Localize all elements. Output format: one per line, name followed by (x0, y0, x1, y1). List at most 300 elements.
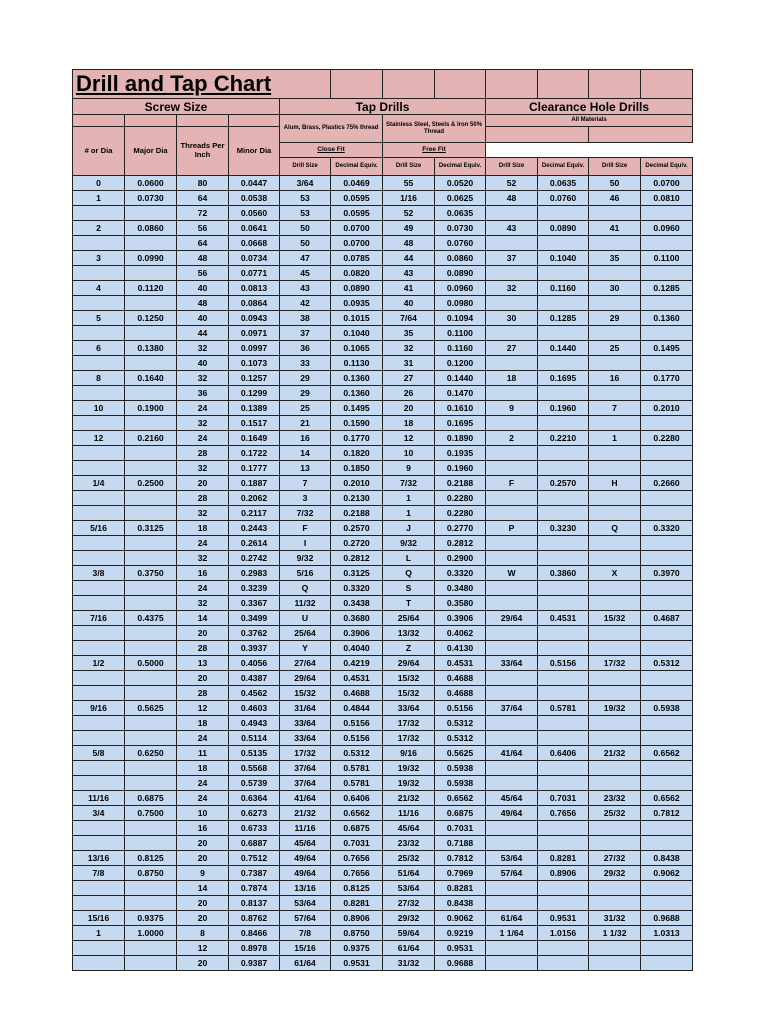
cell-free-fit-drill-size (589, 326, 641, 341)
cell-tap-steel-drill-size: 40 (383, 296, 435, 311)
cell-tap-alum-drill-size: 21/32 (280, 806, 331, 821)
cell-tap-alum-drill-size: 37/64 (280, 776, 331, 791)
cell-num-or-dia: 3 (73, 251, 125, 266)
cell-tap-alum-decimal: 0.5312 (331, 746, 383, 761)
table-row (73, 266, 693, 281)
cell-free-fit-drill-size: 31/32 (589, 911, 641, 926)
cell-free-fit-drill-size: 46 (589, 191, 641, 206)
cell-tap-alum-decimal: 0.5156 (331, 716, 383, 731)
cell-close-fit-decimal (538, 386, 589, 401)
cell-threads-per-inch: 80 (177, 176, 229, 191)
cell-free-fit-drill-size: 41 (589, 221, 641, 236)
cell-minor-dia: 0.0997 (229, 341, 280, 356)
cell-threads-per-inch: 32 (177, 506, 229, 521)
col-header-decimal-equiv: Decimal Equiv. (641, 158, 693, 176)
cell-minor-dia: 0.0813 (229, 281, 280, 296)
cell-close-fit-drill-size (486, 821, 538, 836)
cell-tap-steel-decimal: 0.0730 (435, 221, 486, 236)
table-row (73, 941, 693, 956)
cell-threads-per-inch: 24 (177, 536, 229, 551)
cell-num-or-dia (73, 716, 125, 731)
cell-minor-dia: 0.1722 (229, 446, 280, 461)
cell-threads-per-inch: 8 (177, 926, 229, 941)
cell-major-dia (125, 956, 177, 971)
cell-free-fit-decimal: 0.6562 (641, 746, 693, 761)
cell-free-fit-decimal (641, 326, 693, 341)
cell-tap-alum-drill-size: 16 (280, 431, 331, 446)
cell-free-fit-decimal: 0.5938 (641, 701, 693, 716)
cell-close-fit-decimal (538, 551, 589, 566)
cell-tap-steel-drill-size: 15/32 (383, 671, 435, 686)
cell-free-fit-drill-size: 30 (589, 281, 641, 296)
cell-close-fit-drill-size (486, 896, 538, 911)
cell-threads-per-inch: 56 (177, 221, 229, 236)
cell-major-dia (125, 356, 177, 371)
cell-threads-per-inch: 12 (177, 941, 229, 956)
cell-free-fit-decimal: 0.2280 (641, 431, 693, 446)
cell-minor-dia: 0.3367 (229, 596, 280, 611)
cell-threads-per-inch: 16 (177, 821, 229, 836)
cell-num-or-dia (73, 821, 125, 836)
cell-close-fit-drill-size (486, 206, 538, 221)
cell-free-fit-decimal: 0.7812 (641, 806, 693, 821)
cell-threads-per-inch: 32 (177, 461, 229, 476)
cell-threads-per-inch: 32 (177, 341, 229, 356)
cell-threads-per-inch: 20 (177, 911, 229, 926)
cell-tap-steel-decimal: 0.3320 (435, 566, 486, 581)
cell-close-fit-decimal: 0.6406 (538, 746, 589, 761)
cell-tap-steel-decimal: 0.7188 (435, 836, 486, 851)
cell-major-dia (125, 641, 177, 656)
cell-major-dia: 0.6875 (125, 791, 177, 806)
cell-free-fit-decimal: 0.9688 (641, 911, 693, 926)
cell-tap-alum-decimal: 0.3320 (331, 581, 383, 596)
chart-title: Drill and Tap Chart (73, 70, 331, 99)
cell-tap-steel-drill-size: 48 (383, 236, 435, 251)
cell-free-fit-decimal (641, 581, 693, 596)
cell-free-fit-drill-size (589, 596, 641, 611)
cell-tap-alum-drill-size: 13/16 (280, 881, 331, 896)
table-row (73, 611, 693, 626)
col-header-drill-size: Drill Size (589, 158, 641, 176)
cell-free-fit-drill-size (589, 881, 641, 896)
cell-free-fit-drill-size (589, 731, 641, 746)
cell-tap-alum-decimal: 0.1360 (331, 371, 383, 386)
cell-num-or-dia (73, 626, 125, 641)
cell-tap-alum-drill-size: 45/64 (280, 836, 331, 851)
cell-close-fit-drill-size (486, 716, 538, 731)
cell-num-or-dia (73, 206, 125, 221)
cell-major-dia: 0.5625 (125, 701, 177, 716)
cell-free-fit-decimal (641, 416, 693, 431)
cell-num-or-dia (73, 641, 125, 656)
cell-free-fit-drill-size: 17/32 (589, 656, 641, 671)
cell-free-fit-decimal: 0.0960 (641, 221, 693, 236)
cell-tap-alum-drill-size: 21 (280, 416, 331, 431)
cell-num-or-dia: 1/4 (73, 476, 125, 491)
table-row (73, 326, 693, 341)
cell-close-fit-decimal (538, 581, 589, 596)
table-row (73, 731, 693, 746)
cell-free-fit-decimal: 0.1100 (641, 251, 693, 266)
empty-cell (589, 127, 693, 143)
cell-close-fit-drill-size: 27 (486, 341, 538, 356)
cell-tap-steel-decimal: 0.2280 (435, 506, 486, 521)
cell-tap-alum-decimal: 0.1040 (331, 326, 383, 341)
table-row (73, 926, 693, 941)
col-header-minor-dia: Minor Dia (229, 127, 280, 176)
table-row (73, 581, 693, 596)
cell-close-fit-drill-size (486, 641, 538, 656)
cell-minor-dia: 0.6364 (229, 791, 280, 806)
table-row (73, 656, 693, 671)
cell-free-fit-drill-size (589, 776, 641, 791)
cell-tap-steel-decimal: 0.1610 (435, 401, 486, 416)
empty-cell (589, 70, 641, 99)
table-row (73, 221, 693, 236)
cell-minor-dia: 0.0864 (229, 296, 280, 311)
cell-close-fit-decimal (538, 416, 589, 431)
cell-tap-alum-decimal: 0.8125 (331, 881, 383, 896)
cell-major-dia: 0.7500 (125, 806, 177, 821)
cell-minor-dia: 0.6733 (229, 821, 280, 836)
cell-free-fit-drill-size (589, 491, 641, 506)
cell-minor-dia: 0.2062 (229, 491, 280, 506)
cell-tap-steel-drill-size: 59/64 (383, 926, 435, 941)
cell-num-or-dia: 7/8 (73, 866, 125, 881)
cell-major-dia (125, 416, 177, 431)
cell-num-or-dia (73, 776, 125, 791)
table-row (73, 431, 693, 446)
table-row (73, 401, 693, 416)
cell-tap-alum-drill-size: 31/64 (280, 701, 331, 716)
cell-close-fit-decimal (538, 536, 589, 551)
cell-threads-per-inch: 10 (177, 806, 229, 821)
cell-tap-steel-decimal: 0.6875 (435, 806, 486, 821)
table-row (73, 461, 693, 476)
cell-major-dia: 0.4375 (125, 611, 177, 626)
cell-num-or-dia: 1 (73, 191, 125, 206)
cell-tap-alum-drill-size: 3 (280, 491, 331, 506)
cell-minor-dia: 0.0560 (229, 206, 280, 221)
cell-close-fit-decimal (538, 641, 589, 656)
cell-close-fit-drill-size (486, 326, 538, 341)
cell-close-fit-decimal (538, 626, 589, 641)
cell-tap-steel-drill-size: 21/32 (383, 791, 435, 806)
cell-minor-dia: 0.2742 (229, 551, 280, 566)
cell-tap-steel-drill-size: 25/64 (383, 611, 435, 626)
cell-close-fit-decimal (538, 296, 589, 311)
cell-tap-alum-decimal: 0.2720 (331, 536, 383, 551)
cell-tap-steel-drill-size: 13/32 (383, 626, 435, 641)
table-row (73, 356, 693, 371)
cell-free-fit-decimal (641, 881, 693, 896)
cell-tap-steel-drill-size: 9 (383, 461, 435, 476)
cell-free-fit-drill-size: 50 (589, 176, 641, 191)
cell-free-fit-decimal: 0.2660 (641, 476, 693, 491)
cell-tap-alum-drill-size: 27/64 (280, 656, 331, 671)
cell-num-or-dia (73, 686, 125, 701)
cell-close-fit-decimal: 0.8906 (538, 866, 589, 881)
cell-tap-alum-decimal: 0.0890 (331, 281, 383, 296)
cell-threads-per-inch: 14 (177, 611, 229, 626)
cell-free-fit-decimal: 0.1285 (641, 281, 693, 296)
subgroup-all-materials: All Materials (486, 115, 693, 127)
cell-tap-steel-decimal: 0.5938 (435, 761, 486, 776)
cell-threads-per-inch: 28 (177, 686, 229, 701)
cell-threads-per-inch: 16 (177, 566, 229, 581)
cell-tap-alum-decimal: 0.5781 (331, 776, 383, 791)
cell-free-fit-decimal (641, 461, 693, 476)
cell-num-or-dia: 7/16 (73, 611, 125, 626)
cell-tap-alum-drill-size: 37/64 (280, 761, 331, 776)
table-row (73, 596, 693, 611)
cell-threads-per-inch: 44 (177, 326, 229, 341)
cell-tap-alum-drill-size: 36 (280, 341, 331, 356)
cell-close-fit-decimal: 0.0635 (538, 176, 589, 191)
cell-major-dia: 0.8125 (125, 851, 177, 866)
cell-free-fit-decimal (641, 446, 693, 461)
cell-threads-per-inch: 24 (177, 581, 229, 596)
cell-close-fit-drill-size: 37/64 (486, 701, 538, 716)
cell-minor-dia: 0.0538 (229, 191, 280, 206)
cell-free-fit-decimal: 0.3970 (641, 566, 693, 581)
subgroup-free-fit: Free Fit (383, 143, 486, 158)
cell-close-fit-decimal (538, 776, 589, 791)
cell-close-fit-decimal (538, 446, 589, 461)
cell-threads-per-inch: 40 (177, 311, 229, 326)
cell-threads-per-inch: 72 (177, 206, 229, 221)
cell-major-dia (125, 206, 177, 221)
table-row (73, 446, 693, 461)
cell-tap-steel-decimal: 0.1960 (435, 461, 486, 476)
cell-free-fit-drill-size: 25 (589, 341, 641, 356)
cell-tap-steel-decimal: 0.0980 (435, 296, 486, 311)
cell-close-fit-decimal: 0.9531 (538, 911, 589, 926)
cell-free-fit-decimal (641, 536, 693, 551)
cell-num-or-dia: 1 (73, 926, 125, 941)
cell-num-or-dia (73, 356, 125, 371)
cell-free-fit-drill-size: 15/32 (589, 611, 641, 626)
cell-free-fit-drill-size: 35 (589, 251, 641, 266)
cell-tap-steel-decimal: 0.2188 (435, 476, 486, 491)
cell-minor-dia: 0.0971 (229, 326, 280, 341)
cell-free-fit-decimal: 0.1495 (641, 341, 693, 356)
cell-tap-alum-decimal: 0.1590 (331, 416, 383, 431)
empty-cell (73, 115, 125, 127)
cell-num-or-dia: 5/16 (73, 521, 125, 536)
cell-close-fit-drill-size (486, 596, 538, 611)
cell-free-fit-decimal: 0.6562 (641, 791, 693, 806)
cell-num-or-dia (73, 326, 125, 341)
cell-close-fit-decimal: 0.5156 (538, 656, 589, 671)
cell-tap-alum-drill-size: 13 (280, 461, 331, 476)
cell-close-fit-drill-size: 49/64 (486, 806, 538, 821)
cell-close-fit-decimal (538, 236, 589, 251)
cell-close-fit-drill-size (486, 776, 538, 791)
cell-tap-steel-drill-size: 61/64 (383, 941, 435, 956)
cell-num-or-dia (73, 416, 125, 431)
empty-cell (538, 70, 589, 99)
cell-num-or-dia: 12 (73, 431, 125, 446)
cell-major-dia (125, 941, 177, 956)
subgroup-close-fit: Close Fit (280, 143, 383, 158)
cell-num-or-dia (73, 461, 125, 476)
cell-tap-alum-decimal: 0.9375 (331, 941, 383, 956)
cell-tap-alum-decimal: 0.5156 (331, 731, 383, 746)
cell-tap-steel-drill-size: 15/32 (383, 686, 435, 701)
cell-num-or-dia: 8 (73, 371, 125, 386)
cell-tap-steel-drill-size: 55 (383, 176, 435, 191)
cell-tap-steel-decimal: 0.9688 (435, 956, 486, 971)
cell-tap-steel-decimal: 0.9531 (435, 941, 486, 956)
table-row (73, 176, 693, 191)
cell-tap-alum-drill-size: 29/64 (280, 671, 331, 686)
cell-free-fit-decimal (641, 956, 693, 971)
cell-tap-alum-decimal: 0.1130 (331, 356, 383, 371)
cell-tap-alum-decimal: 0.1065 (331, 341, 383, 356)
cell-tap-steel-decimal: 0.7031 (435, 821, 486, 836)
table-body (73, 176, 693, 971)
cell-tap-steel-drill-size: 43 (383, 266, 435, 281)
cell-close-fit-decimal: 0.1285 (538, 311, 589, 326)
cell-tap-steel-drill-size: 27 (383, 371, 435, 386)
cell-tap-steel-decimal: 0.8281 (435, 881, 486, 896)
cell-free-fit-drill-size: 21/32 (589, 746, 641, 761)
cell-tap-steel-drill-size: 35 (383, 326, 435, 341)
cell-minor-dia: 0.2117 (229, 506, 280, 521)
cell-free-fit-decimal (641, 686, 693, 701)
cell-free-fit-decimal (641, 236, 693, 251)
cell-num-or-dia: 11/16 (73, 791, 125, 806)
cell-tap-alum-decimal: 0.1495 (331, 401, 383, 416)
cell-close-fit-decimal: 0.0760 (538, 191, 589, 206)
cell-tap-alum-drill-size: 47 (280, 251, 331, 266)
cell-minor-dia: 0.5568 (229, 761, 280, 776)
cell-tap-steel-decimal: 0.4062 (435, 626, 486, 641)
cell-num-or-dia: 1/2 (73, 656, 125, 671)
cell-tap-steel-decimal: 0.4531 (435, 656, 486, 671)
cell-close-fit-drill-size (486, 626, 538, 641)
cell-num-or-dia (73, 881, 125, 896)
cell-free-fit-drill-size: 7 (589, 401, 641, 416)
cell-close-fit-decimal (538, 266, 589, 281)
cell-tap-alum-decimal: 0.0595 (331, 191, 383, 206)
cell-tap-steel-drill-size: S (383, 581, 435, 596)
cell-minor-dia: 0.8762 (229, 911, 280, 926)
cell-major-dia: 0.1900 (125, 401, 177, 416)
cell-major-dia (125, 386, 177, 401)
cell-threads-per-inch: 32 (177, 551, 229, 566)
cell-tap-alum-decimal: 0.1850 (331, 461, 383, 476)
cell-tap-steel-drill-size: 26 (383, 386, 435, 401)
cell-tap-steel-drill-size: 41 (383, 281, 435, 296)
group-screw-size: Screw Size (73, 99, 280, 115)
cell-free-fit-decimal (641, 731, 693, 746)
cell-tap-alum-drill-size: 33 (280, 356, 331, 371)
cell-close-fit-decimal (538, 956, 589, 971)
cell-threads-per-inch: 18 (177, 521, 229, 536)
cell-minor-dia: 0.0771 (229, 266, 280, 281)
cell-close-fit-drill-size: 53/64 (486, 851, 538, 866)
cell-threads-per-inch: 20 (177, 896, 229, 911)
cell-close-fit-decimal (538, 896, 589, 911)
cell-minor-dia: 0.1887 (229, 476, 280, 491)
cell-close-fit-decimal (538, 941, 589, 956)
cell-free-fit-drill-size: 19/32 (589, 701, 641, 716)
cell-close-fit-decimal: 0.1960 (538, 401, 589, 416)
table-row (73, 206, 693, 221)
cell-minor-dia: 0.2983 (229, 566, 280, 581)
cell-num-or-dia (73, 506, 125, 521)
cell-free-fit-drill-size (589, 356, 641, 371)
cell-minor-dia: 0.3937 (229, 641, 280, 656)
cell-tap-steel-drill-size: J (383, 521, 435, 536)
cell-tap-steel-drill-size: 1 (383, 506, 435, 521)
cell-tap-alum-drill-size: 9/32 (280, 551, 331, 566)
cell-tap-steel-decimal: 0.4130 (435, 641, 486, 656)
cell-tap-steel-decimal: 0.2770 (435, 521, 486, 536)
cell-num-or-dia (73, 731, 125, 746)
cell-minor-dia: 0.1257 (229, 371, 280, 386)
cell-major-dia (125, 731, 177, 746)
empty-cell (435, 70, 486, 99)
cell-tap-steel-drill-size: 18 (383, 416, 435, 431)
empty-cell (331, 70, 383, 99)
cell-tap-steel-decimal: 0.1094 (435, 311, 486, 326)
cell-free-fit-decimal (641, 551, 693, 566)
col-header-decimal-equiv: Decimal Equiv. (331, 158, 383, 176)
cell-tap-alum-drill-size: 25 (280, 401, 331, 416)
cell-minor-dia: 0.8978 (229, 941, 280, 956)
cell-major-dia: 0.0600 (125, 176, 177, 191)
cell-close-fit-drill-size (486, 731, 538, 746)
cell-tap-alum-drill-size: 53/64 (280, 896, 331, 911)
cell-tap-alum-decimal: 0.8906 (331, 911, 383, 926)
cell-close-fit-decimal: 0.8281 (538, 851, 589, 866)
cell-tap-alum-decimal: 0.1360 (331, 386, 383, 401)
table-row (73, 521, 693, 536)
cell-tap-alum-decimal: 0.1770 (331, 431, 383, 446)
cell-num-or-dia: 5 (73, 311, 125, 326)
cell-close-fit-decimal (538, 506, 589, 521)
col-header-num-or-dia: # or Dia (73, 127, 125, 176)
cell-tap-alum-decimal: 0.0700 (331, 221, 383, 236)
cell-free-fit-drill-size (589, 671, 641, 686)
cell-tap-alum-decimal: 0.7031 (331, 836, 383, 851)
cell-num-or-dia (73, 761, 125, 776)
cell-minor-dia: 0.4056 (229, 656, 280, 671)
col-header-drill-size: Drill Size (486, 158, 538, 176)
empty-cell (229, 115, 280, 127)
table-row (73, 896, 693, 911)
table-row (73, 296, 693, 311)
cell-free-fit-drill-size: H (589, 476, 641, 491)
cell-major-dia: 0.3125 (125, 521, 177, 536)
cell-tap-alum-drill-size: 17/32 (280, 746, 331, 761)
cell-major-dia (125, 626, 177, 641)
cell-tap-alum-decimal: 0.3906 (331, 626, 383, 641)
cell-major-dia (125, 491, 177, 506)
cell-num-or-dia: 5/8 (73, 746, 125, 761)
cell-tap-steel-drill-size: 19/32 (383, 776, 435, 791)
table-row (73, 956, 693, 971)
cell-free-fit-decimal (641, 836, 693, 851)
cell-tap-alum-decimal: 0.0595 (331, 206, 383, 221)
cell-num-or-dia (73, 956, 125, 971)
cell-tap-alum-decimal: 0.2010 (331, 476, 383, 491)
cell-tap-steel-drill-size: 25/32 (383, 851, 435, 866)
